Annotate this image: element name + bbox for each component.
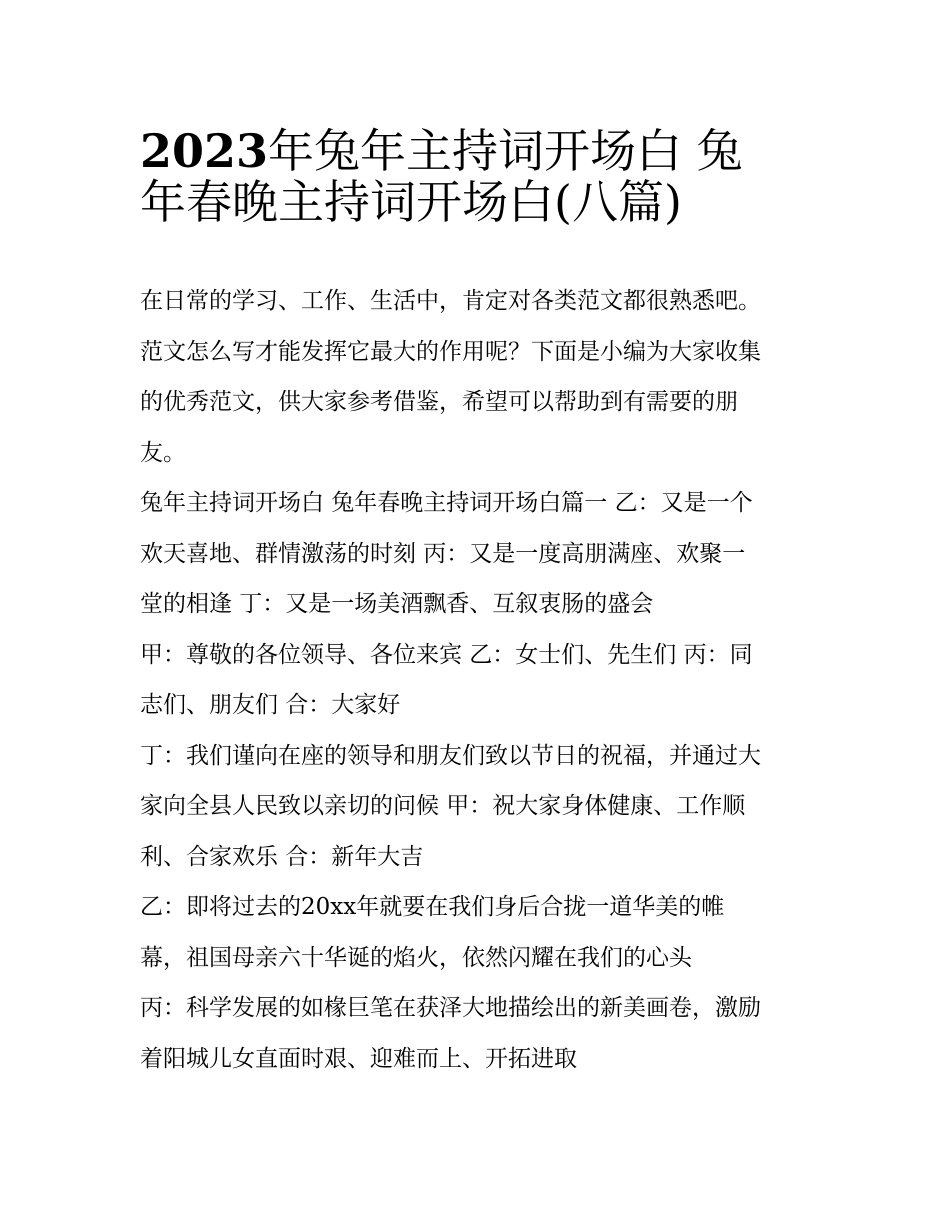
title-line-1	[140, 116, 820, 178]
body-line: 的优秀范文，供大家参考借鉴，希望可以帮助到有需要的朋	[140, 389, 738, 415]
body-line: 志们、朋友们 合：大家好	[140, 692, 401, 718]
body-line: 甲：尊敬的各位领导、各位来宾 乙：女士们、先生们 丙：同	[140, 641, 753, 668]
body-line: 范文怎么写才能发挥它最大的作用呢？下面是小编为大家收集	[140, 338, 761, 365]
body-line: 在日常的学习、工作、生活中，肯定对各类范文都很熟悉吧。	[140, 288, 761, 314]
body-line: 丁：我们谨向在座的领导和朋友们致以节日的祝福，并通过大	[140, 742, 761, 769]
title-year: 2023	[140, 124, 269, 178]
body-line: 兔年主持词开场白 兔年春晚主持词开场白篇一 乙：又是一个	[140, 490, 753, 516]
body-line: 欢天喜地、群情激荡的时刻 丙：又是一度高朋满座、欢聚一	[140, 540, 746, 567]
body-line: 利、合家欢乐 合：新年大吉	[140, 843, 424, 870]
body-line: 乙：即将过去的20xx年就要在我们身后合拢一道华美的帷	[140, 894, 725, 920]
title-rest: 年兔年主持词开场白 兔	[268, 124, 743, 178]
document-body	[140, 276, 820, 1084]
title-line-2: 年春晚主持词开场白(八篇)	[140, 174, 682, 229]
body-line: 堂的相逢 丁：又是一场美酒飘香、互叙衷肠的盛会	[140, 591, 654, 617]
document-title	[140, 116, 820, 229]
body-line: 幕，祖国母亲六十华诞的焰火，依然闪耀在我们的心头	[140, 944, 692, 971]
body-line: 丙：科学发展的如椽巨笔在获泽大地描绘出的新美画卷，激励	[140, 995, 761, 1021]
body-line: 家向全县人民致以亲切的问候 甲：祝大家身体健康、工作顺	[140, 793, 746, 819]
body-line: 着阳城儿女直面时艰、迎难而上、开拓进取	[140, 1045, 577, 1072]
body-line: 友。	[140, 439, 186, 466]
